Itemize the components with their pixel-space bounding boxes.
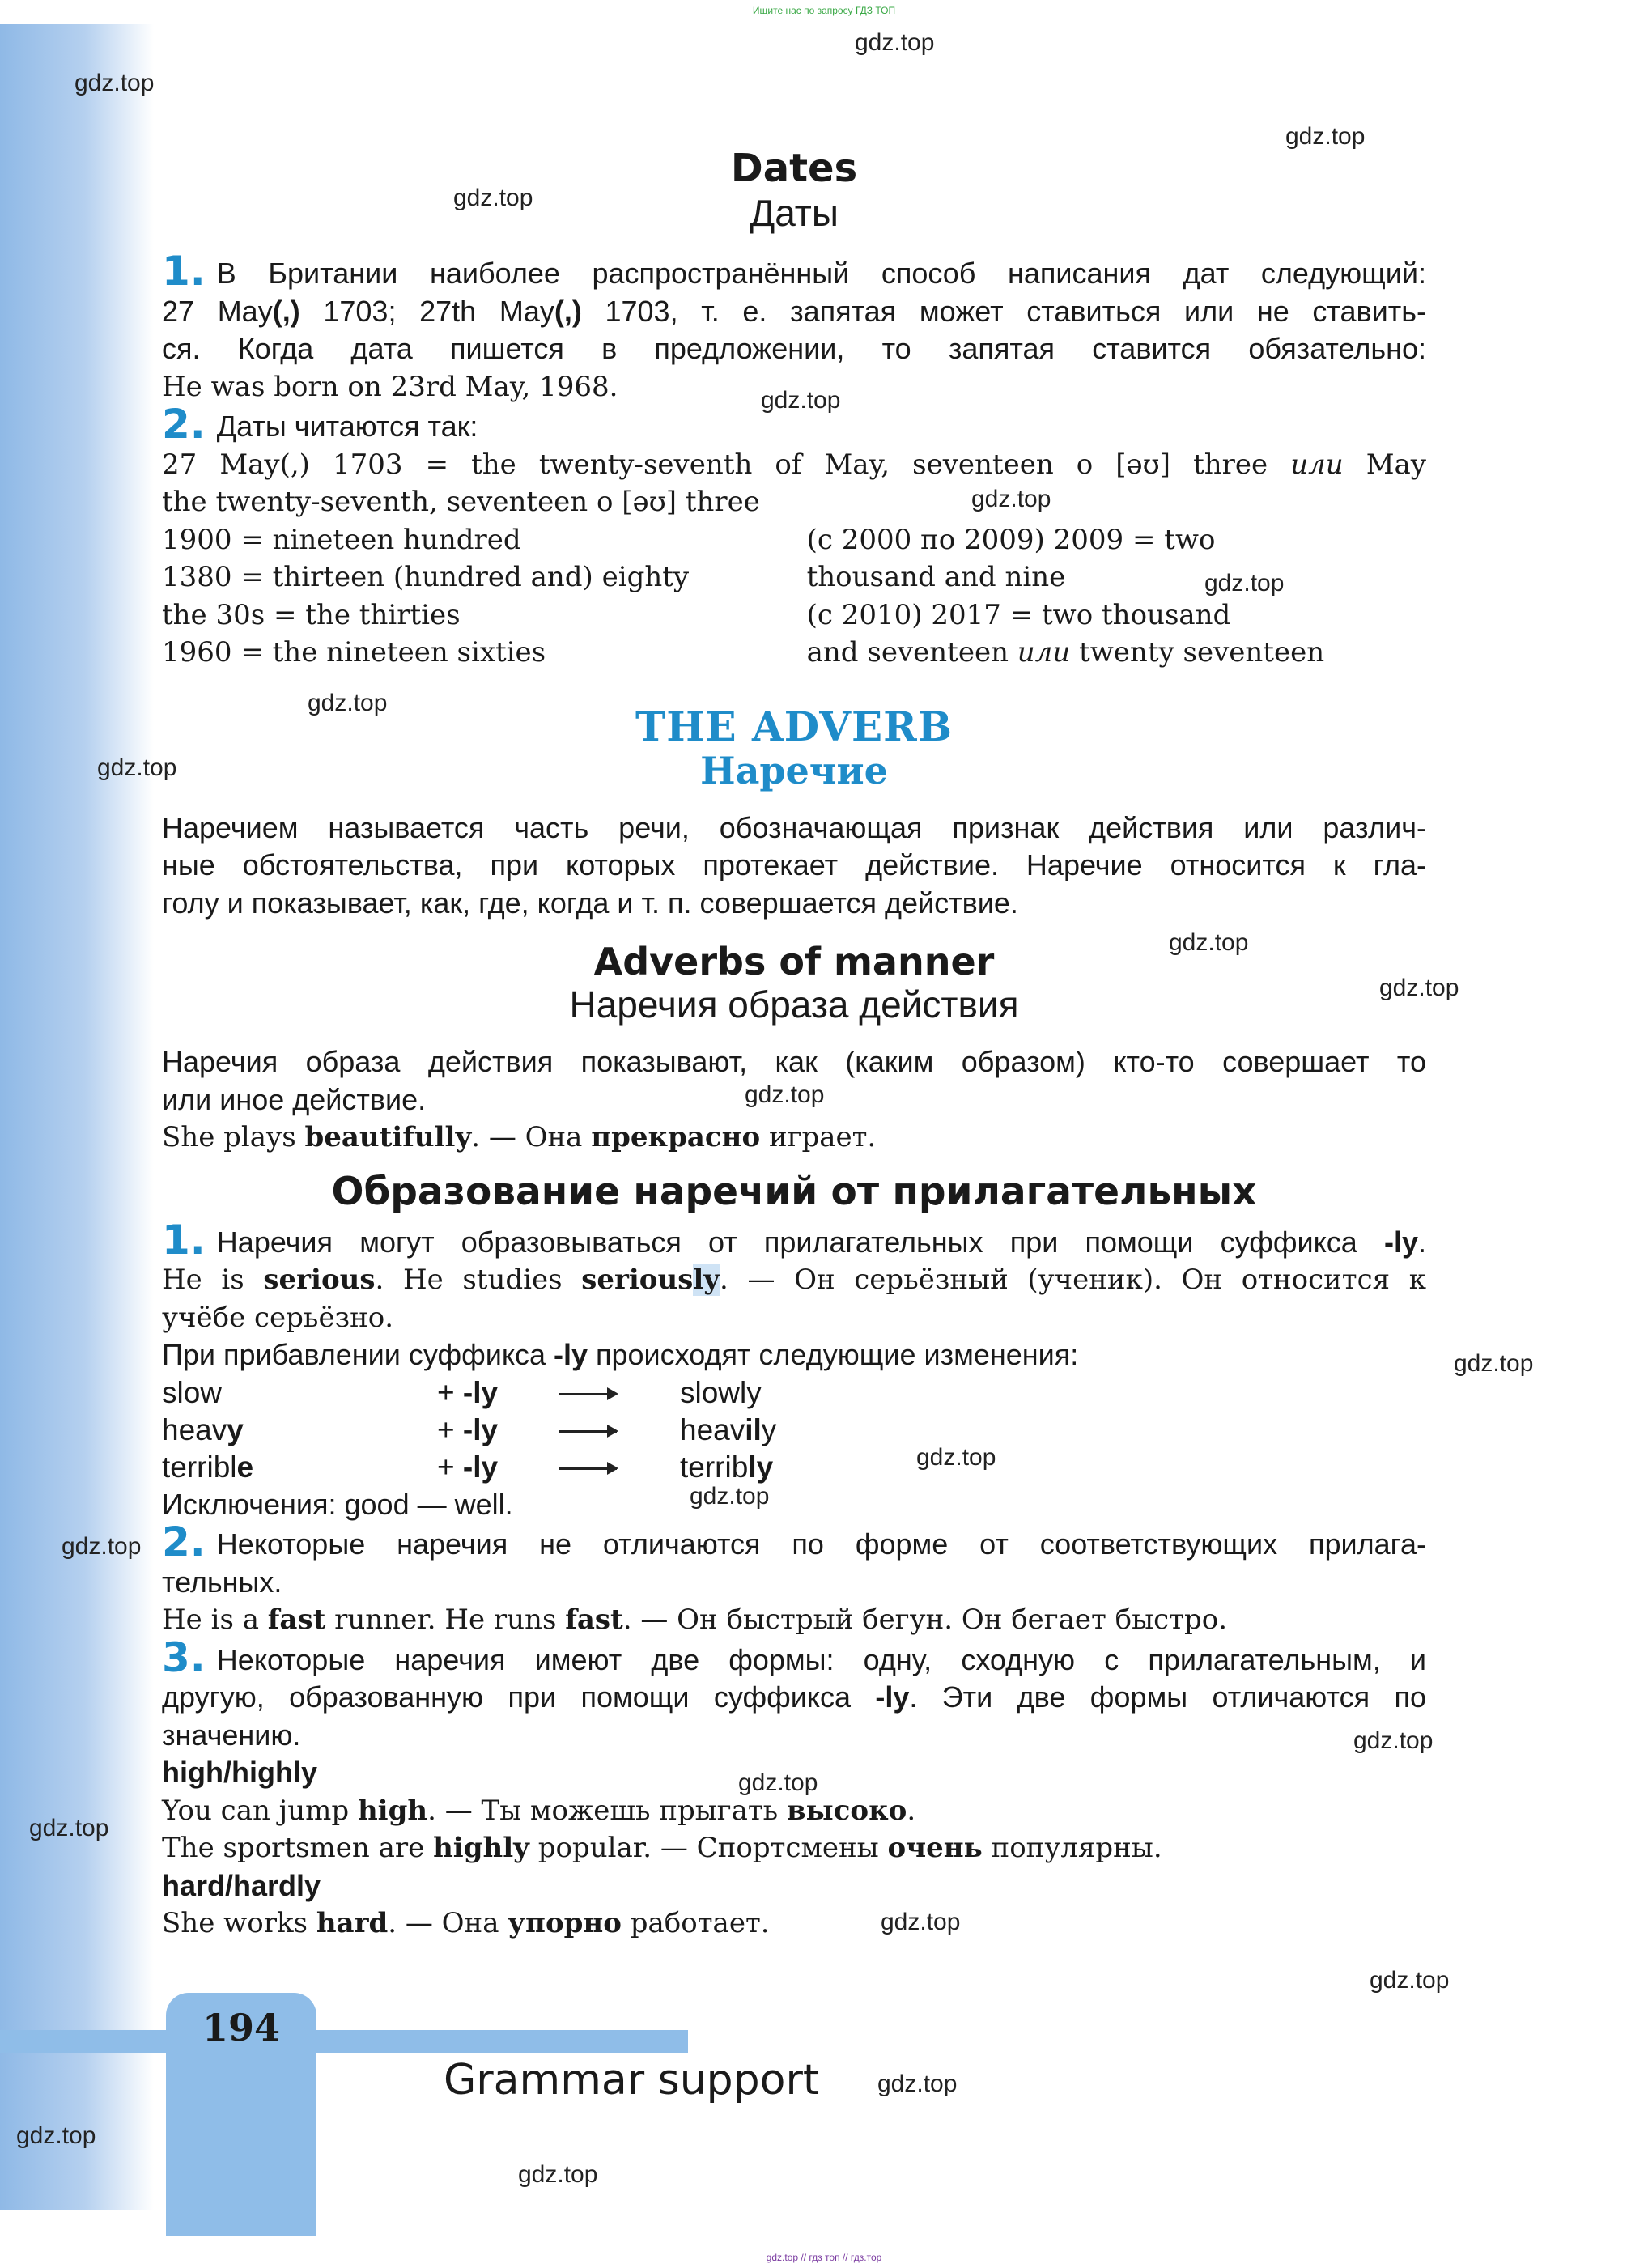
text: 27 May(,) 1703 = the twenty-seventh of May, seventeen o [əʊ] three [162,448,1268,481]
text: . [1417,1225,1426,1259]
text: . — Он серьёзный (ученик). Он относится к [720,1264,1426,1296]
text: или [1017,636,1071,669]
dates-left-column [162,521,769,672]
exceptions: Исключения: good — well. [162,1487,513,1521]
watermark: gdz.top [97,754,177,781]
text: She works [162,1907,316,1939]
text: The sportsmen are [162,1832,434,1864]
suffix-cell [437,1374,559,1412]
watermark: gdz.top [1454,1350,1534,1377]
text: очень [887,1832,983,1864]
watermark: gdz.top [877,2071,958,2097]
arrow-right-icon [559,1430,617,1433]
text: . — Он быстрый бегун. Он бегает быстро. [622,1603,1228,1636]
watermark: gdz.top [971,486,1051,512]
date-reading: 1380 = thirteen (hundred and) eighty [162,561,690,593]
formation-title: Образование наречий от прилагательных [331,1169,1257,1214]
arrow-right-icon [559,1467,617,1470]
date-reading: the 30s = the thirties [162,598,461,631]
watermark: gdz.top [308,690,388,716]
top-note: Ищите нас по запросу ГДЗ ТОП [752,5,896,16]
text: fast [565,1603,623,1636]
text: В Британии наиболее распространённый способ написания дат следующий: [216,257,1426,290]
watermark: gdz.top [690,1483,770,1510]
item-number: 2. [162,1518,206,1565]
text: y [761,1412,777,1446]
suffix-cell [437,1412,559,1449]
watermark: gdz.top [855,29,935,56]
highly-example [162,1829,1426,1867]
text: She plays [162,1121,305,1153]
text: May [1366,448,1427,481]
text: He is a [162,1603,268,1636]
text: twenty seventeen [1070,636,1325,669]
text: ly [748,1450,774,1484]
watermark: gdz.top [916,1444,996,1471]
text: + [437,1450,463,1484]
adverb [680,1449,923,1486]
text: играет. [760,1121,877,1153]
manner-example [162,1119,1426,1157]
text: He is [162,1264,264,1296]
text: popular. — Спортсмены [529,1832,888,1864]
formation-p2-example [162,1601,1426,1639]
dates-p1-example: He was born on 23rd May, 1968. [162,370,618,403]
text: heav [680,1412,745,1446]
date-reading: 1900 = nineteen hundred [162,523,521,556]
watermark: gdz.top [881,1909,961,1935]
text: beautifully [304,1121,472,1153]
text: You can jump [162,1794,358,1827]
date-reading [807,634,1426,672]
text: упорно [508,1907,622,1939]
suffix: -ly [462,1412,499,1446]
text: terribl [162,1450,237,1484]
formation-p1-line3: учёбе серьёзно. [162,1301,394,1334]
arrow-cell [559,1412,680,1449]
formation-p3-line3: значению. [162,1718,301,1752]
text: and seventeen [806,636,1017,669]
text: происходят следующие изменения: [588,1338,1079,1371]
suffix-row [162,1449,1426,1486]
adverb-title-en: THE ADVERB [635,702,953,750]
optional-comma: (,) [272,294,300,328]
adjective [162,1374,437,1412]
adverb [680,1412,923,1449]
hard-hardly-title: hard/hardly [162,1868,321,1902]
adverb-title-ru: Наречие [700,748,888,792]
arrow-cell [559,1374,680,1412]
watermark: gdz.top [16,2122,96,2149]
page-number: 194 [202,2006,281,2049]
adjective [162,1449,437,1486]
adverb-definition-line: Наречием называется часть речи, обозначающая признак действия или различ- [162,810,1426,844]
formation-p2-line2: тельных. [162,1565,282,1599]
text: + [437,1412,463,1446]
formation-p3-line2 [162,1679,1426,1717]
date-reading: 1960 = the nineteen sixties [162,636,546,669]
section-label: Grammar support [444,2056,820,2104]
watermark: gdz.top [518,2161,598,2188]
text: high [357,1794,428,1827]
text: il [745,1412,762,1446]
item-number: 1. [162,248,206,295]
suffix-row [162,1412,1426,1449]
footer-bar [0,2030,688,2053]
dates-right-column [807,521,1426,672]
watermark: gdz.top [29,1815,109,1841]
text: terrib [680,1450,749,1484]
text: . — Она [471,1121,592,1153]
text: При прибавлении суффикса [162,1338,554,1371]
adverb [680,1374,923,1412]
watermark: gdz.top [1379,975,1459,1001]
suffix: -ly [875,1680,910,1714]
suffix-cell [437,1449,559,1486]
text: + [437,1375,463,1409]
text: e [236,1450,254,1484]
watermark: gdz.top [1370,1967,1450,1994]
text: fast [267,1603,326,1636]
high-highly-title: high/highly [162,1756,317,1789]
text: y [227,1412,244,1446]
text: Некоторые наречия имеют две формы: одну, сходную с прилагательным, и [216,1642,1426,1676]
formation-p1-line2 [162,1261,1426,1299]
text: популярны. [982,1832,1162,1864]
watermark: gdz.top [1204,570,1285,597]
formation-p3-line1 [162,1633,1426,1681]
text: прекрасно [591,1121,761,1153]
watermark: gdz.top [761,387,841,414]
text: runner. He runs [325,1603,566,1636]
suffix: -ly [1383,1225,1418,1259]
manner-text-line: Наречия образа действия показывают, как (каким образом) кто-то совершает то [162,1045,1426,1078]
arrow-cell [559,1449,680,1486]
dates-p2-line1 [162,401,1426,448]
text: . Эти две формы отличаются по [909,1680,1426,1714]
text: Некоторые наречия не отличаются по форме от соответствующих прилага- [216,1527,1426,1561]
adverb-definition-line: голу и показывает, как, где, когда и т. п. совершается действие. [162,886,1018,920]
dates-two-columns [162,521,1426,672]
manner-text-line: или иное действие. [162,1082,427,1116]
date-reading: thousand and nine [806,561,1066,593]
dates-p1-line1 [162,248,1426,295]
text: 1703, т. е. запятая может ставиться или не ставить- [581,294,1426,328]
adverb-definition-line: ные обстоятельства, при которых протекает действие. Наречие относится к гла- [162,848,1426,881]
text: heav [162,1412,227,1446]
text: hard [316,1907,389,1939]
manner-title-ru: Наречия образа действия [569,983,1019,1026]
watermark: gdz.top [453,185,533,211]
text: . — Она [388,1907,508,1939]
watermark: gdz.top [62,1533,142,1560]
watermark: gdz.top [1169,929,1249,956]
bottom-note: gdz.top // гдз топ // гдз.тор [766,2252,882,2263]
adjective [162,1412,437,1449]
dates-title-ru: Даты [750,192,839,234]
page-side-gradient [0,24,154,2210]
text: serious [581,1264,694,1296]
text: . [907,1794,916,1827]
watermark: gdz.top [1353,1727,1434,1754]
watermark: gdz.top [1285,123,1366,150]
dates-title-en: Dates [730,146,858,191]
item-number: 3. [162,1633,206,1681]
dates-p2-line2 [162,446,1426,484]
formation-p1-line4 [162,1336,1426,1374]
dates-p2-line3: the twenty-seventh, seventeen o [əʊ] three [162,486,760,518]
text: slow [162,1375,223,1409]
high-example [162,1792,1426,1830]
watermark: gdz.top [745,1081,825,1108]
text: . He studies [375,1264,582,1296]
suffix-table [162,1374,1426,1486]
arrow-right-icon [559,1393,617,1395]
dates-p1-line3: ся. Когда дата пишется в предложении, то запятая ставится обязательно: [162,332,1426,365]
suffix-row [162,1374,1426,1412]
suffix: -ly [462,1450,499,1484]
item-number: 2. [162,401,206,448]
hard-example [162,1905,1426,1943]
text: slowly [680,1375,762,1409]
dates-p1-line2 [162,293,1426,331]
text: работает. [621,1907,770,1939]
text: Даты читаются так: [216,410,478,443]
text: или [1290,448,1344,481]
text: 1703; 27th May [299,294,554,328]
formation-p1-line1 [162,1216,1426,1264]
manner-title-en: Adverbs of manner [593,940,995,983]
text: другую, образованную при помощи суффикса [162,1680,876,1714]
formation-p2-line1 [162,1518,1426,1565]
date-reading: (с 2010) 2017 = two thousand [806,598,1231,631]
suffix: -ly [554,1338,588,1371]
text: highly [433,1832,529,1864]
text: высоко [787,1794,907,1827]
date-reading: (с 2000 по 2009) 2009 = two [806,523,1216,556]
suffix: -ly [462,1375,499,1409]
optional-comma: (,) [554,294,582,328]
page-content [162,146,1426,1943]
item-number: 1. [162,1216,206,1264]
text: serious [263,1264,376,1296]
text: 27 May [162,294,273,328]
highlighted-suffix: ly [693,1264,720,1296]
watermark: gdz.top [74,70,155,96]
text: . — Ты можешь прыгать [427,1794,787,1827]
watermark: gdz.top [738,1769,818,1796]
text: Наречия могут образовываться от прилагательных при помощи суффикса [216,1225,1384,1259]
